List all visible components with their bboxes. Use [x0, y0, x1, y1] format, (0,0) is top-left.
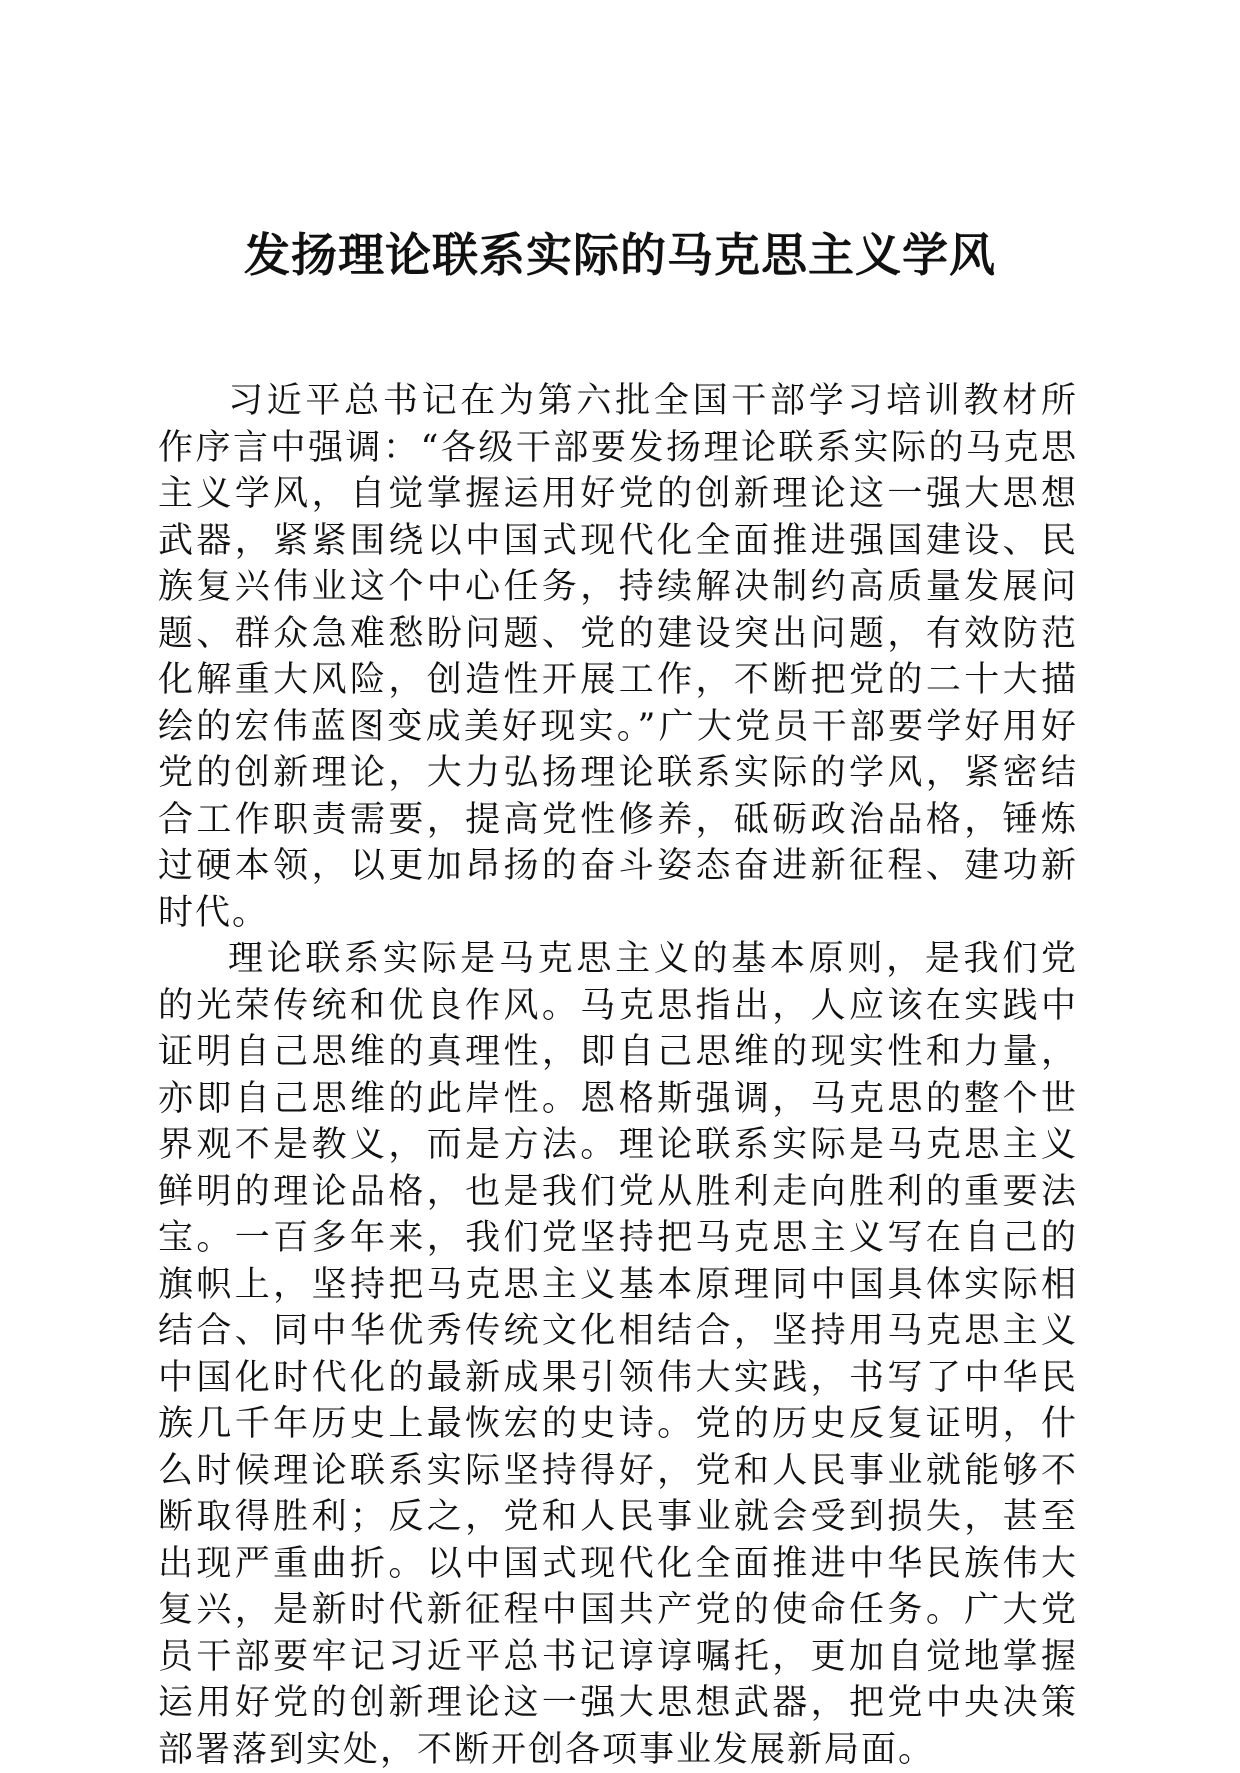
document-body: [158, 378, 1078, 1773]
paragraph-1: 习近平总书记在为第六批全国干部学习培训教材所作序言中强调：“各级干部要发扬理论联系实际的马克思主义学风，自觉掌握运用好党的创新理论这一强大思想武器，紧紧围绕以中国式现代化全面推进强国建设、民族复兴伟业这个中心任务，持续解决制约高质量发展问题、群众急难愁盼问题、党的建设突出问题，有效防范化解重大风险，创造性开展工作，不断把党的二十大描绘的宏伟蓝图变成美好现实。”广大党员干部要学好用好党的创新理论，大力弘扬理论联系实际的学风，紧密结合工作职责需要，提高党性修养，砥砺政治品格，锤炼过硬本领，以更加昂扬的奋斗姿态奋进新征程、建功新时代。: [158, 381, 1078, 933]
document-title: 发扬理论联系实际的马克思主义学风: [244, 228, 996, 282]
paragraph-2: 理论联系实际是马克思主义的基本原则，是我们党的光荣传统和优良作风。马克思指出，人应该在实践中证明自己思维的真理性，即自己思维的现实性和力量，亦即自己思维的此岸性。恩格斯强调，马克思的整个世界观不是教义，而是方法。理论联系实际是马克思主义鲜明的理论品格，也是我们党从胜利走向胜利的重要法宝。一百多年来，我们党坚持把马克思主义写在自己的旗帜上，坚持把马克思主义基本原理同中国具体实际相结合、同中华优秀传统文化相结合，坚持用马克思主义中国化时代化的最新成果引领伟大实践，书写了中华民族几千年历史上最恢宏的史诗。党的历史反复证明，什么时候理论联系实际坚持得好，党和人民事业就能够不断取得胜利；反之，党和人民事业就会受到损失，甚至出现严重曲折。以中国式现代化全面推进中华民族伟大复兴，是新时代新征程中国共产党的使命任务。广大党员干部要牢记习近平总书记谆谆嘱托，更加自觉地掌握运用好党的创新理论这一强大思想武器，把党中央决策部署落到实处，不断开创各项事业发展新局面。: [158, 939, 1078, 1770]
